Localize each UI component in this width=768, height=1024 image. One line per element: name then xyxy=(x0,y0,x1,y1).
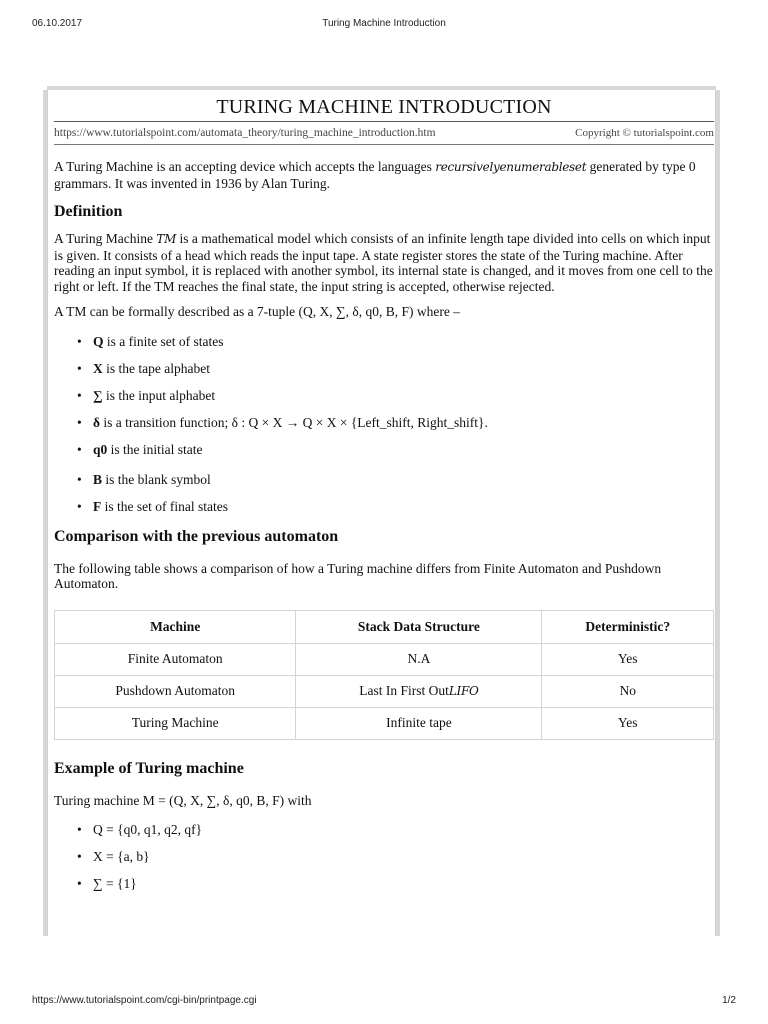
example-paragraph: Turing machine M = (Q, X, ∑, δ, q0, B, F) with xyxy=(54,792,312,808)
list-item: • Q = {q0, q1, q2, qf} xyxy=(54,816,714,843)
page-number: 1/2 xyxy=(722,995,736,1006)
intro-paragraph xyxy=(54,159,714,191)
table-cell: N.A xyxy=(296,643,542,675)
table-cell: Infinite tape xyxy=(296,707,542,739)
table-cell xyxy=(296,675,542,707)
item-desc: is a transition function; δ : Q × X → Q × X × {Left_shift, Right_shift}. xyxy=(100,414,488,430)
item-desc: is the initial state xyxy=(107,441,203,457)
print-title: Turing Machine Introduction xyxy=(322,18,446,29)
print-header xyxy=(32,18,736,29)
definition-math: TM xyxy=(156,232,177,246)
intro-after: generated by type 0 grammars. It was invented in 1936 by Alan Turing. xyxy=(54,159,696,191)
table-row xyxy=(55,643,714,675)
page-title: TURING MACHINE INTRODUCTION xyxy=(54,93,714,122)
item-term: δ xyxy=(93,414,101,430)
list-item xyxy=(54,355,714,382)
source-url-link[interactable]: https://www.tutorialspoint.com/automata_theory/turing_machine_introduction.htm xyxy=(54,127,436,139)
page-sheet xyxy=(47,90,716,936)
example-list xyxy=(54,816,714,897)
column-header: Machine xyxy=(55,610,296,643)
definition-paragraph xyxy=(54,231,714,294)
list-item xyxy=(54,409,714,436)
table-row xyxy=(55,675,714,707)
print-url: https://www.tutorialspoint.com/cgi-bin/printpage.cgi xyxy=(32,995,257,1006)
item-desc: is the input alphabet xyxy=(102,387,216,403)
item-term: F xyxy=(93,498,102,514)
list-item: • X = {a, b} xyxy=(54,843,714,870)
intro-before: A Turing Machine is an accepting device which accepts the languages xyxy=(54,159,436,174)
print-date: 06.10.2017 xyxy=(32,18,83,29)
definition-after: is a mathematical model which consists of an infinite length tape divided into cells on which input is given. It consists of a head which reads the input tape. A state register stores the state of the Turing machine. After reading an input symbol, it is replaced with another symbol, its internal state is changed, and it moves from one cell to the right or left. If the TM reaches the final state, the input string is accepted, otherwise rejected. xyxy=(54,231,713,294)
document-page xyxy=(54,90,714,897)
cell-text: Last In First Out xyxy=(359,683,449,698)
print-footer xyxy=(32,995,736,1006)
definition-heading: Definition xyxy=(54,203,123,220)
column-header: Stack Data Structure xyxy=(296,610,542,643)
copyright-text: Copyright © tutorialspoint.com xyxy=(575,127,714,139)
list-item: • ∑ = {1} xyxy=(54,870,714,897)
list-item xyxy=(54,493,714,520)
source-row xyxy=(54,122,714,145)
column-header: Deterministic? xyxy=(542,610,714,643)
list-item xyxy=(54,436,714,466)
item-desc: is the blank symbol xyxy=(102,471,211,487)
intro-math: recursivelyenumerableset xyxy=(435,160,587,174)
item-term: B xyxy=(93,471,103,487)
comparison-heading: Comparison with the previous automaton xyxy=(54,527,339,545)
table-row xyxy=(55,707,714,739)
lifo-math: LIFO xyxy=(448,684,479,698)
list-item xyxy=(54,466,714,493)
list-item xyxy=(54,382,714,409)
comparison-table xyxy=(54,610,714,740)
item-term: q0 xyxy=(93,441,108,457)
tuple-paragraph: A TM can be formally described as a 7-tuple (Q, X, ∑, δ, q0, B, F) where – xyxy=(54,304,461,319)
table-cell: Yes xyxy=(542,707,714,739)
item-desc: is the set of final states xyxy=(101,498,228,514)
table-cell: Yes xyxy=(542,643,714,675)
example-heading: Example of Turing machine xyxy=(54,759,244,777)
comparison-paragraph: The following table shows a comparison of how a Turing machine differs from Finite Automaton and Pushdown Automaton. xyxy=(54,560,662,591)
item-desc: is the tape alphabet xyxy=(102,360,210,376)
item-term: X xyxy=(93,360,103,376)
list-item xyxy=(54,328,714,355)
item-desc: is a finite set of states xyxy=(103,333,224,349)
table-cell: Pushdown Automaton xyxy=(55,675,296,707)
table-cell: No xyxy=(542,675,714,707)
definition-before: A Turing Machine xyxy=(54,231,157,246)
table-cell: Turing Machine xyxy=(55,707,296,739)
table-cell: Finite Automaton xyxy=(55,643,296,675)
tuple-list xyxy=(54,328,714,520)
table-header-row xyxy=(55,610,714,643)
item-term: Q xyxy=(93,333,104,349)
item-term: ∑ xyxy=(93,387,103,403)
